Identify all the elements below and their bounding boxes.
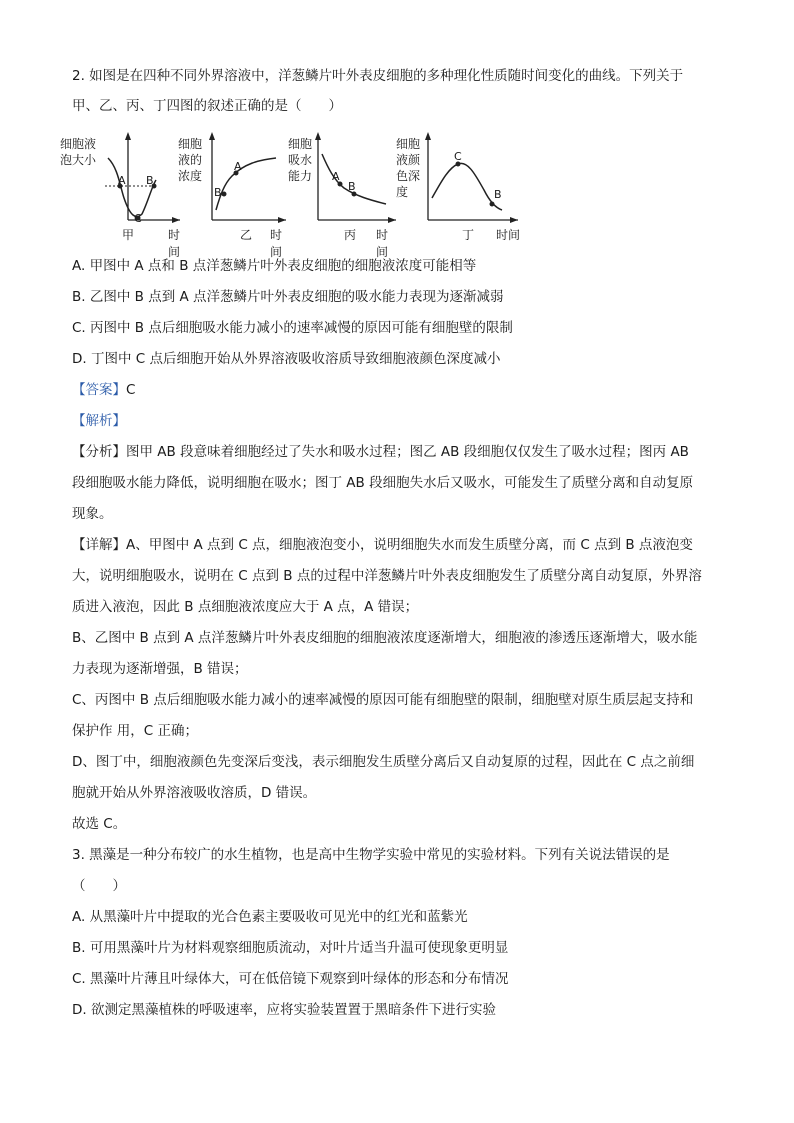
q2-xiangjie-line2: 大，说明细胞吸水，说明在 C 点到 B 点的过程中洋葱鳞片叶外表皮细胞发生了质壁分离自动复原，外界溶 [72, 568, 702, 584]
point-label-b: B [494, 188, 502, 201]
q3-stem-line1: 3. 黑藻是一种分布较广的水生植物，也是高中生物学实验中常见的实验材料。下列有关说法错误的是 [72, 847, 670, 863]
q2-xiangjie-line3: 质进入液泡，因此 B 点细胞液浓度应大于 A 点，A 错误； [72, 599, 419, 615]
q2-option-a: A. 甲图中 A 点和 B 点洋葱鳞片叶外表皮细胞的细胞液浓度可能相等 [72, 258, 477, 274]
point-label-b: B [348, 180, 356, 193]
q2-answer [72, 380, 135, 400]
analysis-tag: 【解析】 [72, 413, 126, 429]
q2-option-b: B. 乙图中 B 点到 A 点洋葱鳞片叶外表皮细胞的吸水能力表现为逐渐减弱 [72, 289, 504, 305]
point-label-c: C [134, 212, 142, 225]
figure-ding-name: 丁 [462, 228, 475, 242]
fenxi-tag: 【分析】 [72, 444, 126, 460]
point-label-b: B [146, 174, 154, 187]
point-label-a: A [332, 170, 340, 183]
point-label-b: B [214, 186, 222, 199]
answer-tag: 【答案】 [72, 382, 126, 398]
figure-bing-ylabel: 细胞吸水能力 [288, 137, 313, 183]
xiangjie-tag: 【详解】 [72, 537, 126, 553]
figure-jia [60, 128, 181, 259]
answer-value: C [126, 382, 136, 398]
fenxi-text: 图甲 AB 段意味着细胞经过了失水和吸水过程；图乙 AB 段细胞仅仅发生了吸水过程；图丙 AB [126, 444, 689, 460]
q2-xiangjie-line1 [72, 535, 693, 555]
figure-yi-name: 乙 [240, 228, 253, 242]
q2-stem-line2: 甲、乙、丙、丁四图的叙述正确的是（ ） [72, 98, 342, 114]
q3-option-b: B. 可用黑藻叶片为材料观察细胞质流动，对叶片适当升温可使现象更明显 [72, 940, 509, 956]
q2-fenxi-line3: 现象。 [72, 506, 113, 522]
q2-xiangjie-line6: C、丙图中 B 点后细胞吸水能力减小的速率减慢的原因可能有细胞壁的限制，细胞壁对原生质层起支持和 [72, 692, 694, 708]
q2-xiangjie-line10: 故选 C。 [72, 816, 127, 832]
q3-option-c: C. 黑藻叶片薄且叶绿体大，可在低倍镜下观察到叶绿体的形态和分布情况 [72, 971, 509, 987]
point-label-c: C [454, 150, 462, 163]
q2-xiangjie-line8: D、图丁中，细胞液颜色先变深后变浅，表示细胞发生质壁分离后又自动复原的过程，因此在 C 点之前细 [72, 754, 695, 770]
q3-option-d: D. 欲测定黑藻植株的呼吸速率，应将实验装置置于黑暗条件下进行实验 [72, 1002, 496, 1018]
figure-ding-xlabel: 时间 [496, 228, 521, 242]
figure-jia-name: 甲 [122, 228, 135, 242]
figure-bing-name: 丙 [344, 228, 357, 242]
xiangjie-text: A、甲图中 A 点到 C 点，细胞液泡变小，说明细胞失水而发生质壁分离，而 C 点到 B 点液泡变 [126, 537, 693, 553]
figure-jia-xlabel: 时间 [168, 228, 181, 259]
q2-option-c: C. 丙图中 B 点后细胞吸水能力减小的速率减慢的原因可能有细胞壁的限制 [72, 320, 513, 336]
q2-fenxi-line1 [72, 442, 689, 462]
figure-bing-xlabel: 时间 [376, 228, 389, 259]
q3-option-a: A. 从黑藻叶片中提取的光合色素主要吸收可见光中的红光和蓝紫光 [72, 909, 468, 925]
figure-yi [178, 128, 288, 259]
q2-xiangjie-line4: B、乙图中 B 点到 A 点洋葱鳞片叶外表皮细胞的细胞液浓度逐渐增大，细胞液的渗透压逐渐增大，吸水能 [72, 630, 698, 646]
q2-option-d: D. 丁图中 C 点后细胞开始从外界溶液吸收溶质导致细胞液颜色深度减小 [72, 351, 501, 367]
point-label-a: A [118, 174, 126, 187]
figure-bing-plot [288, 128, 408, 228]
q2-fenxi-line2: 段细胞吸水能力降低，说明细胞在吸水；图丁 AB 段细胞失水后又吸水，可能发生了质壁分离和自动复原 [72, 475, 694, 491]
figure-yi-xlabel: 时间 [270, 228, 283, 259]
q2-xiangjie-line5: 力表现为逐渐增强，B 错误； [72, 661, 248, 677]
figure-ding-plot [396, 128, 526, 228]
q2-xiangjie-line7: 保护作 用，C 正确； [72, 723, 199, 739]
figure-yi-ylabel: 细胞液的浓度 [178, 137, 203, 183]
point-label-a: A [234, 160, 242, 173]
figure-jia-ylabel: 细胞液泡大小 [60, 137, 97, 167]
figure-bing [288, 128, 398, 259]
q3-stem-line2: （ ） [72, 878, 126, 894]
figure-ding [396, 128, 526, 244]
figure-ding-ylabel: 细胞液颜色深度 [396, 137, 421, 199]
q2-analysis-heading [72, 411, 126, 431]
q2-stem-line1: 2. 如图是在四种不同外界溶液中，洋葱鳞片叶外表皮细胞的多种理化性质随时间变化的曲线。下列关于 [72, 68, 684, 84]
figure-yi-plot [178, 128, 298, 228]
q2-figures [60, 128, 530, 259]
q2-xiangjie-line9: 胞就开始从外界溶液吸收溶质，D 错误。 [72, 785, 317, 801]
